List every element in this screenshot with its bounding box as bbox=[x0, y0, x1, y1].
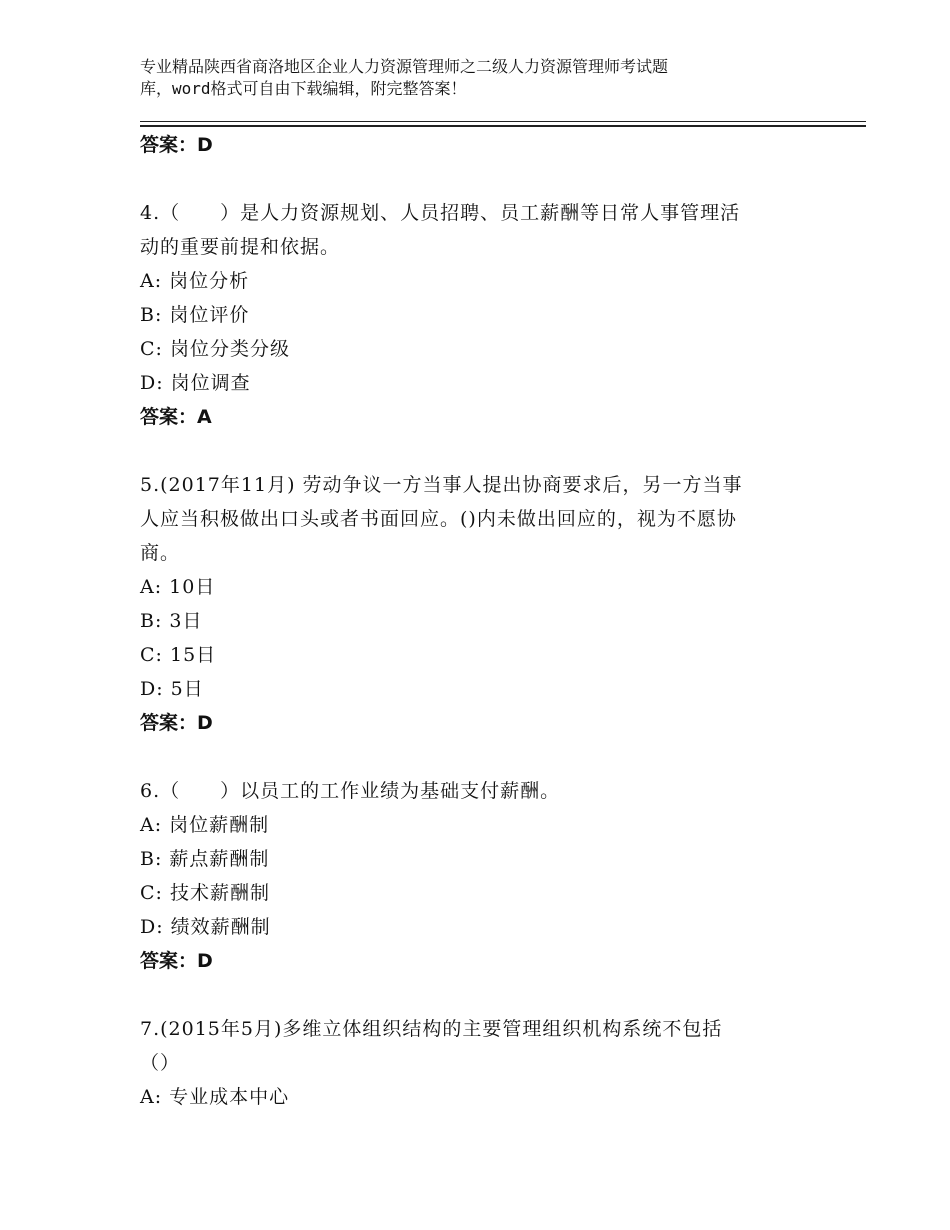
question-text-line: 动的重要前提和依据。 bbox=[140, 236, 341, 258]
option-d: D: 岗位调查 bbox=[140, 372, 251, 394]
option-c: C: 岗位分类分级 bbox=[140, 338, 290, 360]
prev-question-answer: 答案：D bbox=[140, 134, 213, 156]
option-d: D: 5日 bbox=[140, 678, 204, 700]
option-a: A: 岗位分析 bbox=[140, 270, 250, 292]
question-4 bbox=[140, 196, 820, 264]
option-c: C: 技术薪酬制 bbox=[140, 882, 270, 904]
question-text-line: 商。 bbox=[140, 542, 181, 564]
spacer bbox=[140, 162, 820, 196]
question-text-line: 6.（ ）以员工的工作业绩为基础支付薪酬。 bbox=[140, 780, 561, 802]
header-title-line-1: 专业精品陕西省商洛地区企业人力资源管理师之二级人力资源管理师考试题 bbox=[140, 57, 669, 76]
spacer bbox=[140, 434, 820, 468]
option-b: B: 3日 bbox=[140, 610, 203, 632]
question-text-line: 7.(2015年5月)多维立体组织结构的主要管理组织机构系统不包括 bbox=[140, 1018, 723, 1040]
question-7 bbox=[140, 1012, 820, 1080]
spacer bbox=[140, 740, 820, 774]
option-b: B: 薪点薪酬制 bbox=[140, 848, 270, 870]
header-rule-thin bbox=[140, 121, 866, 122]
option-a: A: 专业成本中心 bbox=[140, 1086, 290, 1108]
question-text-line: 人应当积极做出口头或者书面回应。()内未做出回应的，视为不愿协 bbox=[140, 508, 737, 530]
option-b: B: 岗位评价 bbox=[140, 304, 250, 326]
option-d: D: 绩效薪酬制 bbox=[140, 916, 271, 938]
answer: 答案：D bbox=[140, 712, 213, 734]
answer: 答案：D bbox=[140, 950, 213, 972]
document-body bbox=[140, 128, 820, 1114]
header-rule-thick bbox=[140, 125, 866, 127]
page-header bbox=[140, 56, 800, 100]
question-6 bbox=[140, 774, 820, 808]
option-a: A: 10日 bbox=[140, 576, 216, 598]
question-text-line: 5.(2017年11月) 劳动争议一方当事人提出协商要求后，另一方当事 bbox=[140, 474, 743, 496]
question-text-line: （） bbox=[140, 1052, 181, 1074]
header-title-line-2: 库，word格式可自由下载编辑，附完整答案！ bbox=[140, 79, 467, 98]
spacer bbox=[140, 978, 820, 1012]
question-5 bbox=[140, 468, 820, 570]
question-text-line: 4.（ ）是人力资源规划、人员招聘、员工薪酬等日常人事管理活 bbox=[140, 202, 741, 224]
answer: 答案：A bbox=[140, 406, 212, 428]
option-a: A: 岗位薪酬制 bbox=[140, 814, 270, 836]
option-c: C: 15日 bbox=[140, 644, 217, 666]
